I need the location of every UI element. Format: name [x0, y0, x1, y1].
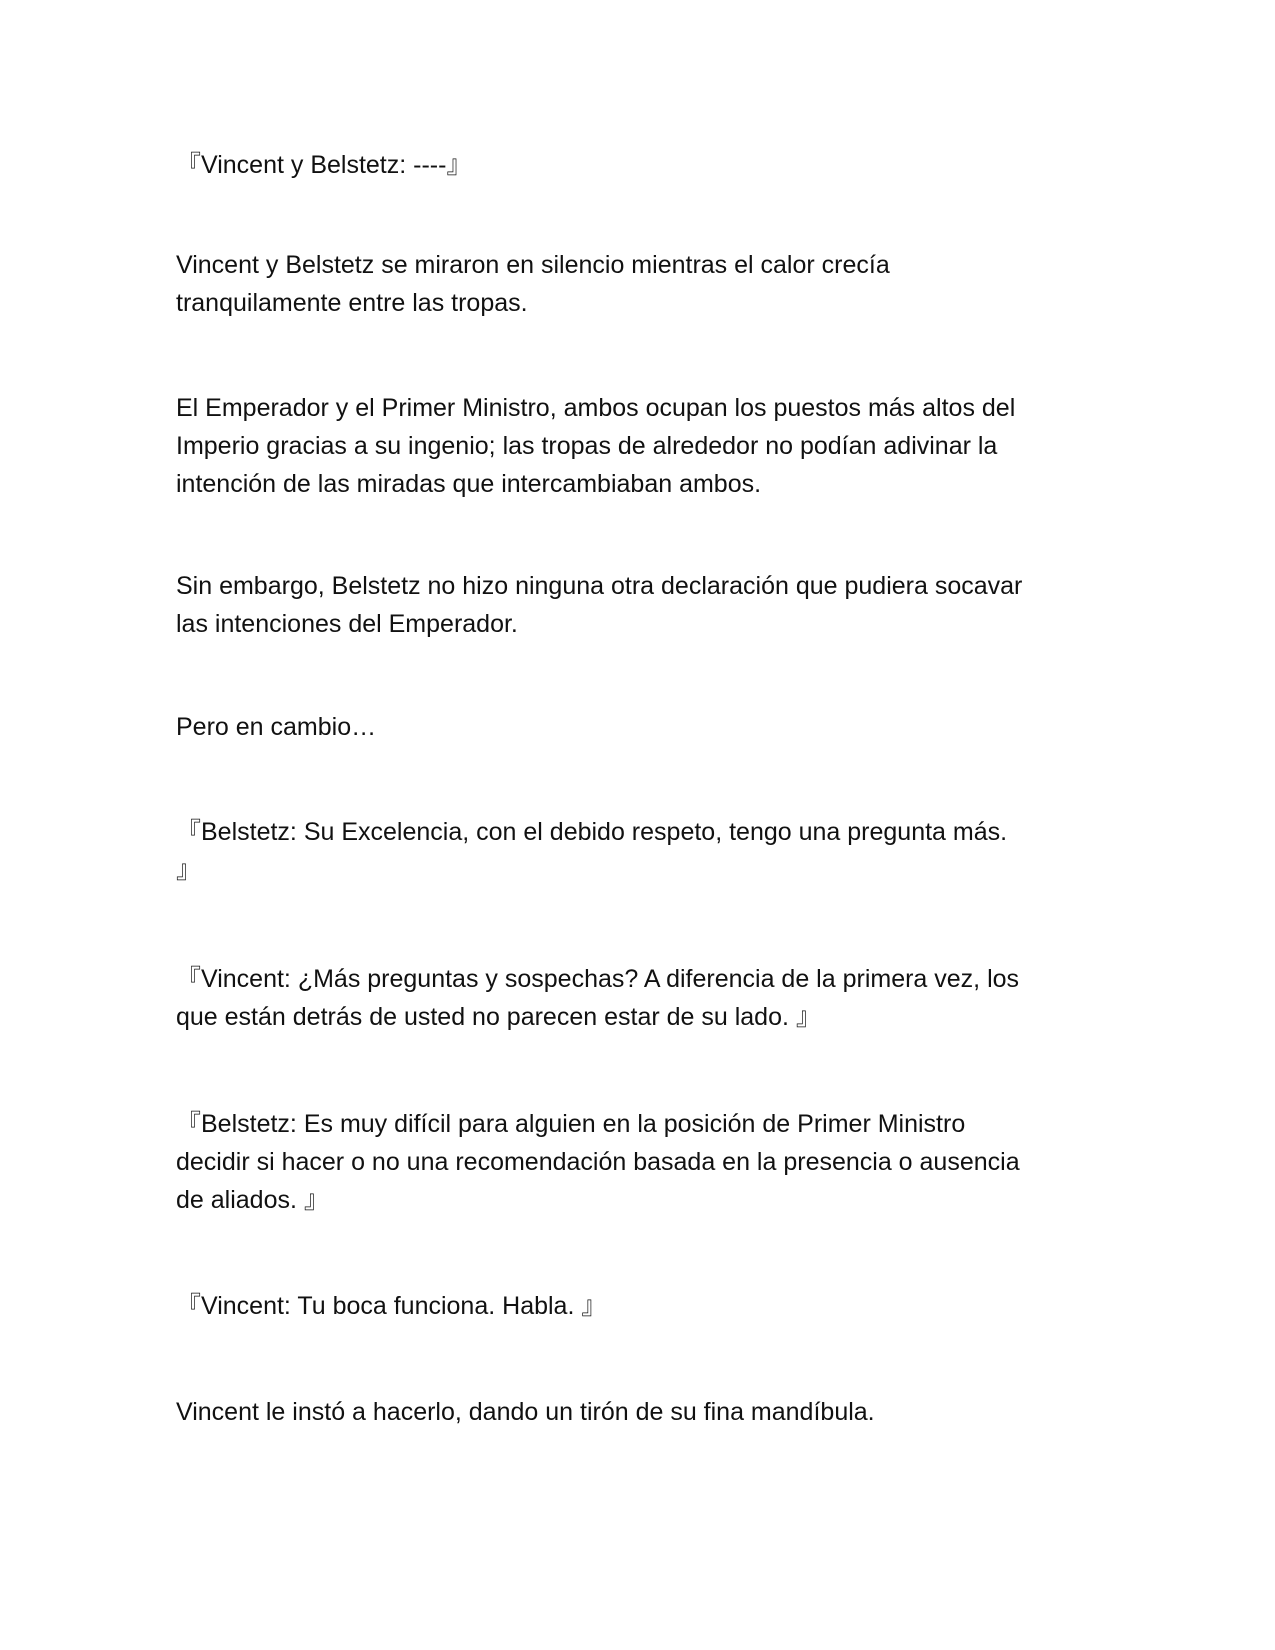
text-line: Vincent y Belstetz se miraron en silencio mientras el calor crecía [176, 251, 890, 279]
paragraph-narration-4 [176, 708, 1086, 746]
text-line: 『Vincent: ¿Más preguntas y sospechas? A diferencia de la primera vez, los [176, 965, 1020, 993]
paragraph-dialogue-3 [176, 960, 1086, 1036]
paragraph-dialogue-5 [176, 1287, 1086, 1325]
text-line: decidir si hacer o no una recomendación basada en la presencia o ausencia [176, 1148, 1020, 1176]
text-line: Sin embargo, Belstetz no hizo ninguna otra declaración que pudiera socavar [176, 572, 1023, 600]
paragraph-dialogue-1 [176, 146, 1086, 184]
text-line: El Emperador y el Primer Ministro, ambos ocupan los puestos más altos del [176, 394, 1016, 422]
paragraph-narration-3 [176, 567, 1086, 643]
text-line: tranquilamente entre las tropas. [176, 289, 528, 317]
text-line: 『Vincent y Belstetz: ----』 [176, 151, 472, 179]
text-line: las intenciones del Emperador. [176, 610, 518, 638]
text-line: Vincent le instó a hacerlo, dando un tirón de su fina mandíbula. [176, 1398, 875, 1426]
text-line: de aliados. 』 [176, 1186, 329, 1214]
paragraph-narration-5 [176, 1393, 1086, 1431]
text-line: Imperio gracias a su ingenio; las tropas de alrededor no podían adivinar la [176, 432, 998, 460]
text-line: 『Vincent: Tu boca funciona. Habla. 』 [176, 1292, 607, 1320]
text-line: 『Belstetz: Es muy difícil para alguien en la posición de Primer Ministro [176, 1110, 966, 1138]
text-line: 』 [176, 856, 202, 884]
text-line: 『Belstetz: Su Excelencia, con el debido respeto, tengo una pregunta más. [176, 818, 1008, 846]
paragraph-narration-2 [176, 389, 1086, 503]
paragraph-dialogue-4 [176, 1105, 1086, 1219]
text-line: intención de las miradas que intercambiaban ambos. [176, 470, 762, 498]
text-line: que están detrás de usted no parecen estar de su lado. 』 [176, 1003, 821, 1031]
paragraph-narration-1 [176, 246, 1086, 322]
paragraph-dialogue-2 [176, 813, 1086, 889]
text-line: Pero en cambio… [176, 713, 377, 741]
